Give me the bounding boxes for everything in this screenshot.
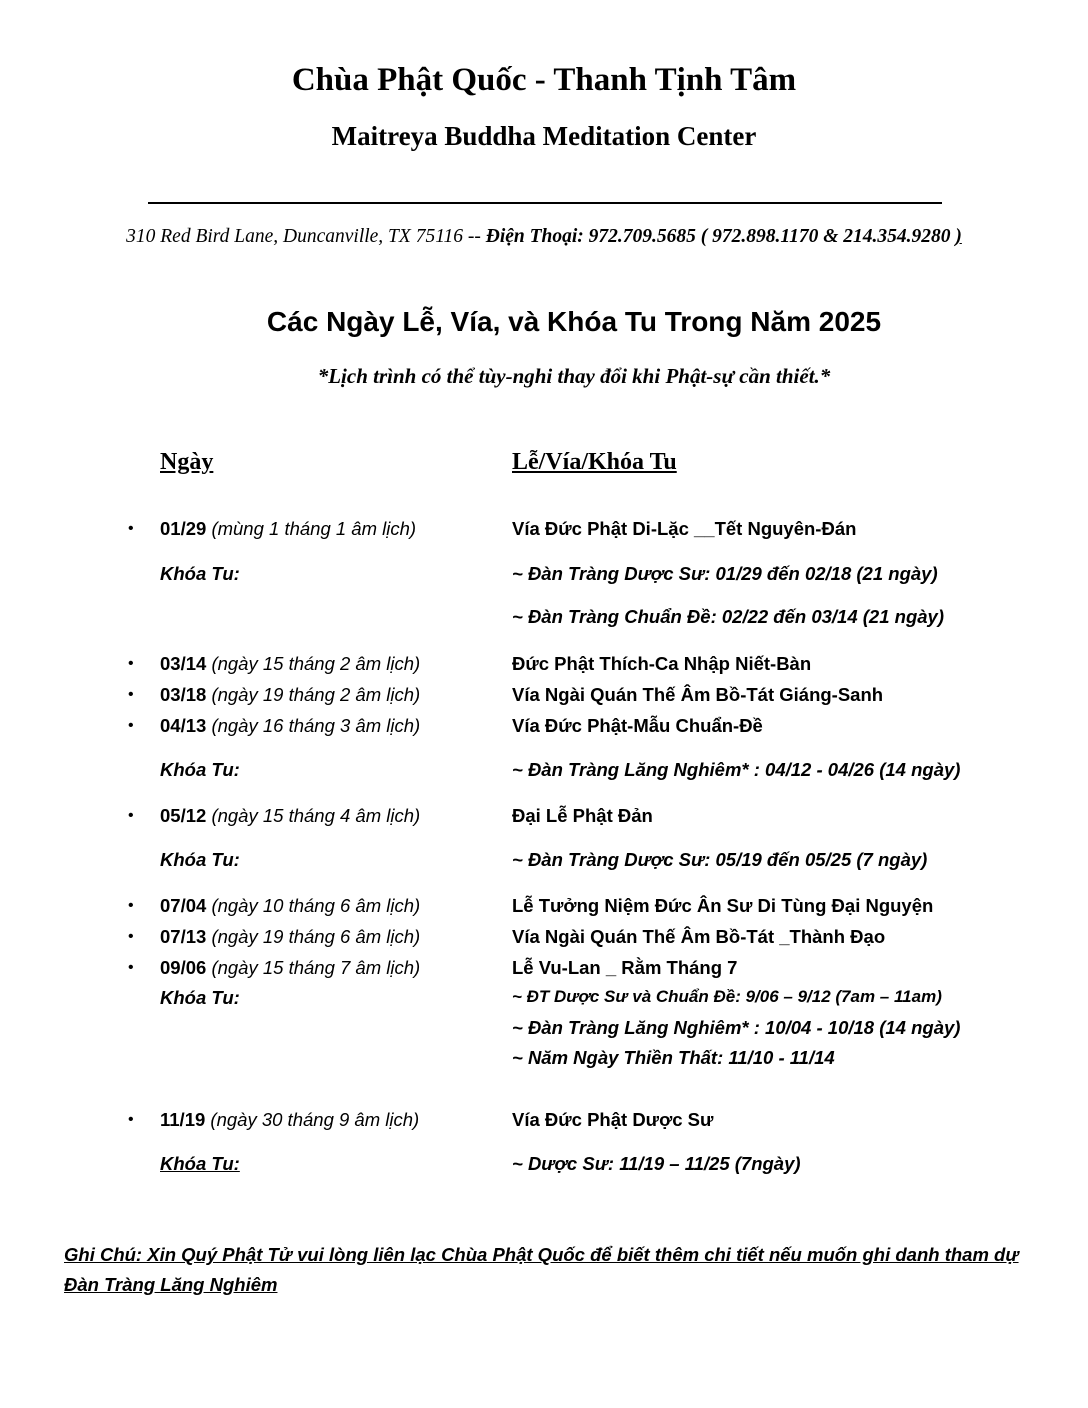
column-header-event: Lễ/Vía/Khóa Tu bbox=[512, 449, 677, 475]
retreat-row bbox=[0, 563, 1088, 587]
bullet-icon: • bbox=[128, 717, 134, 734]
schedule-row bbox=[0, 653, 1088, 677]
phone-alt: ( 972.898.1170 & 214.354.9280 bbox=[700, 226, 951, 247]
event-date: 03/14 (ngày 15 tháng 2 âm lịch) bbox=[160, 653, 421, 674]
retreat-detail: ~ Năm Ngày Thiền Thất: 11/10 - 11/14 bbox=[512, 1047, 835, 1068]
event-date: 09/06 (ngày 15 tháng 7 âm lịch) bbox=[160, 957, 421, 978]
schedule-row bbox=[0, 1109, 1088, 1133]
retreat-label: Khóa Tu: bbox=[160, 759, 240, 780]
retreat-detail: ~ Đàn Tràng Chuẩn Đề: 02/22 đến 03/14 (21 ngày) bbox=[512, 606, 944, 627]
retreat-detail: ~ Đàn Tràng Lăng Nghiêm* : 04/12 - 04/26 (14 ngày) bbox=[512, 759, 961, 780]
event-date: 05/12 (ngày 15 tháng 4 âm lịch) bbox=[160, 805, 421, 826]
retreat-row bbox=[0, 849, 1088, 873]
phone-label: Điện Thoại: bbox=[485, 226, 584, 247]
event-date: 07/04 (ngày 10 tháng 6 âm lịch) bbox=[160, 895, 421, 916]
schedule-row bbox=[0, 715, 1088, 739]
event-name: Đại Lễ Phật Đản bbox=[512, 805, 653, 826]
bullet-icon: • bbox=[128, 897, 134, 914]
phone-close: ) bbox=[955, 226, 962, 247]
schedule-disclaimer: *Lịch trình có thể tùy-nghi thay đổi khi Phật-sự cần thiết.* bbox=[317, 364, 831, 388]
schedule-row bbox=[0, 957, 1088, 981]
event-name: Vía Ngài Quán Thế Âm Bồ-Tát _Thành Đạo bbox=[512, 926, 886, 947]
bullet-icon: • bbox=[128, 807, 134, 824]
event-name: Vía Đức Phật Dược Sư bbox=[512, 1109, 714, 1130]
page-subtitle: Maitreya Buddha Meditation Center bbox=[331, 121, 757, 151]
event-date: 11/19 (ngày 30 tháng 9 âm lịch) bbox=[160, 1109, 420, 1130]
retreat-row bbox=[0, 987, 1088, 1011]
bullet-icon: • bbox=[128, 655, 134, 672]
retreat-detail: ~ Đàn Tràng Dược Sư: 01/29 đến 02/18 (21 ngày) bbox=[512, 563, 938, 584]
schedule-row bbox=[0, 895, 1088, 919]
event-date: 03/18 (ngày 19 tháng 2 âm lịch) bbox=[160, 684, 421, 705]
header-divider bbox=[148, 202, 942, 204]
address-text: 310 Red Bird Lane, Duncanville, TX 75116 -- bbox=[126, 226, 481, 247]
event-name: Vía Đức Phật Di-Lặc __Tết Nguyên-Đán bbox=[512, 518, 857, 539]
schedule-row bbox=[0, 926, 1088, 950]
event-date: 01/29 (mùng 1 tháng 1 âm lịch) bbox=[160, 518, 417, 539]
bullet-icon: • bbox=[128, 520, 134, 537]
schedule-heading: Các Ngày Lễ, Vía, và Khóa Tu Trong Năm 2025 bbox=[266, 306, 882, 337]
bullet-icon: • bbox=[128, 686, 134, 703]
schedule-row bbox=[0, 518, 1088, 542]
retreat-row bbox=[0, 606, 1088, 630]
event-name: Vía Ngài Quán Thế Âm Bồ-Tát Giáng-Sanh bbox=[512, 684, 884, 705]
bullet-icon: • bbox=[128, 928, 134, 945]
retreat-label: Khóa Tu: bbox=[160, 1153, 240, 1174]
page-title: Chùa Phật Quốc - Thanh Tịnh Tâm bbox=[291, 62, 797, 98]
event-date: 04/13 (ngày 16 tháng 3 âm lịch) bbox=[160, 715, 421, 736]
retreat-detail: ~ Đàn Tràng Dược Sư: 05/19 đến 05/25 (7 ngày) bbox=[512, 849, 928, 870]
column-header-date: Ngày bbox=[160, 449, 214, 475]
retreat-detail: ~ ĐT Dược Sư và Chuẩn Đề: 9/06 – 9/12 (7am – 11am) bbox=[512, 987, 942, 1006]
event-name: Đức Phật Thích-Ca Nhập Niết-Bàn bbox=[512, 653, 812, 674]
retreat-label: Khóa Tu: bbox=[160, 987, 240, 1008]
footnote: Ghi Chú: Xin Quý Phật Tử vui lòng liên lạc Chùa Phật Quốc để biết thêm chi tiết nếu muốn ghi danh tham dự Đàn Tràng Lăng Nghiêm bbox=[64, 1244, 1019, 1295]
phone-main: 972.709.5685 bbox=[588, 226, 696, 247]
event-date: 07/13 (ngày 19 tháng 6 âm lịch) bbox=[160, 926, 421, 947]
retreat-row bbox=[0, 1047, 1088, 1071]
event-name: Lễ Vu-Lan _ Rằm Tháng 7 bbox=[512, 957, 738, 978]
retreat-detail: ~ Đàn Tràng Lăng Nghiêm* : 10/04 - 10/18 (14 ngày) bbox=[512, 1017, 961, 1038]
retreat-label: Khóa Tu: bbox=[160, 849, 240, 870]
contact-line bbox=[0, 226, 1088, 248]
retreat-detail: ~ Dược Sư: 11/19 – 11/25 (7ngày) bbox=[512, 1153, 801, 1174]
bullet-icon: • bbox=[128, 959, 134, 976]
event-name: Vía Đức Phật-Mẫu Chuẩn-Đề bbox=[512, 715, 763, 736]
schedule-row bbox=[0, 805, 1088, 829]
bullet-icon: • bbox=[128, 1111, 134, 1128]
schedule-row bbox=[0, 684, 1088, 708]
event-name: Lễ Tưởng Niệm Đức Ân Sư Di Tùng Đại Nguyện bbox=[512, 895, 934, 916]
retreat-label: Khóa Tu: bbox=[160, 563, 240, 584]
retreat-row bbox=[0, 759, 1088, 783]
retreat-row bbox=[0, 1017, 1088, 1041]
retreat-row bbox=[0, 1153, 1088, 1177]
